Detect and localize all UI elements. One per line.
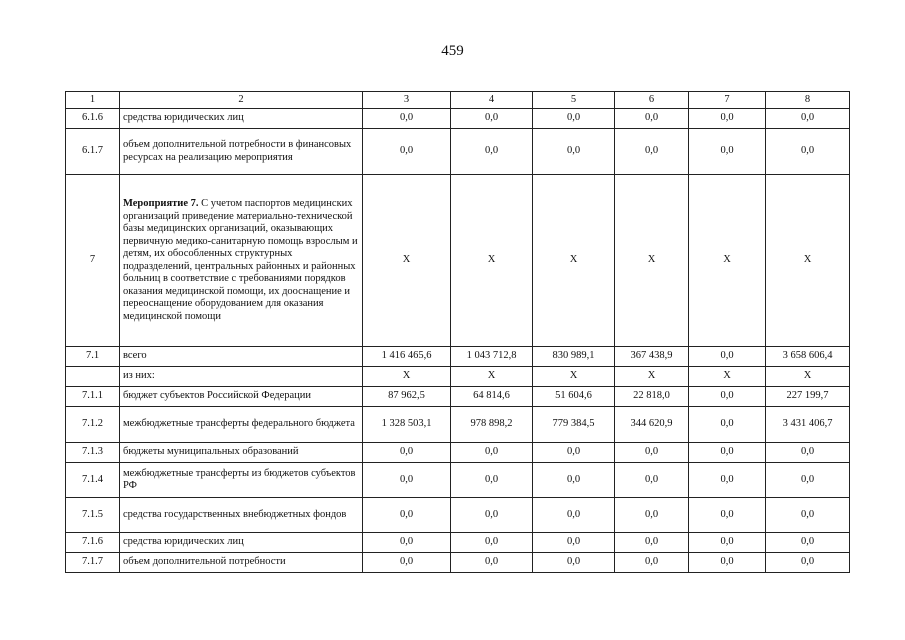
value-cell: 0,0 bbox=[689, 463, 766, 498]
value-cell: 0,0 bbox=[363, 498, 451, 533]
header-cell: 6 bbox=[615, 92, 689, 109]
value-cell: 0,0 bbox=[689, 533, 766, 553]
value-cell: 3 658 606,4 bbox=[766, 347, 850, 367]
row-code: 7.1.5 bbox=[66, 498, 120, 533]
value-cell: 0,0 bbox=[451, 533, 533, 553]
value-cell: 779 384,5 bbox=[533, 407, 615, 443]
value-cell: 0,0 bbox=[766, 109, 850, 129]
value-cell: 0,0 bbox=[533, 553, 615, 573]
budget-table bbox=[65, 91, 850, 573]
table-row bbox=[66, 407, 850, 443]
row-code: 7.1.2 bbox=[66, 407, 120, 443]
value-cell: 51 604,6 bbox=[533, 387, 615, 407]
value-cell: 0,0 bbox=[615, 109, 689, 129]
table-row bbox=[66, 463, 850, 498]
header-cell: 7 bbox=[689, 92, 766, 109]
header-cell: 1 bbox=[66, 92, 120, 109]
value-cell: 0,0 bbox=[689, 347, 766, 367]
value-cell: 367 438,9 bbox=[615, 347, 689, 367]
measure-title: Мероприятие 7. bbox=[123, 198, 199, 209]
table-row bbox=[66, 498, 850, 533]
value-cell: 0,0 bbox=[451, 553, 533, 573]
row-code: 7.1 bbox=[66, 347, 120, 367]
header-cell: 2 bbox=[120, 92, 363, 109]
value-cell: X bbox=[451, 175, 533, 347]
value-cell: 1 328 503,1 bbox=[363, 407, 451, 443]
value-cell: X bbox=[533, 367, 615, 387]
value-cell: 0,0 bbox=[689, 443, 766, 463]
value-cell: 0,0 bbox=[451, 129, 533, 175]
value-cell: 3 431 406,7 bbox=[766, 407, 850, 443]
value-cell: 0,0 bbox=[533, 498, 615, 533]
row-label: средства юридических лиц bbox=[120, 109, 363, 129]
value-cell: 0,0 bbox=[363, 553, 451, 573]
value-cell: 0,0 bbox=[615, 129, 689, 175]
header-cell: 5 bbox=[533, 92, 615, 109]
value-cell: 227 199,7 bbox=[766, 387, 850, 407]
row-label bbox=[120, 175, 363, 347]
row-code: 6.1.7 bbox=[66, 129, 120, 175]
value-cell: 0,0 bbox=[451, 443, 533, 463]
value-cell: 0,0 bbox=[533, 109, 615, 129]
value-cell: 0,0 bbox=[533, 533, 615, 553]
row-label: объем дополнительной потребности в финансовых ресурсах на реализацию мероприятия bbox=[120, 129, 363, 175]
value-cell: 978 898,2 bbox=[451, 407, 533, 443]
value-cell: 0,0 bbox=[689, 387, 766, 407]
value-cell: 0,0 bbox=[615, 553, 689, 573]
value-cell: 344 620,9 bbox=[615, 407, 689, 443]
row-code: 7.1.4 bbox=[66, 463, 120, 498]
value-cell: X bbox=[533, 175, 615, 347]
value-cell: X bbox=[689, 367, 766, 387]
value-cell: 1 043 712,8 bbox=[451, 347, 533, 367]
value-cell: 0,0 bbox=[766, 443, 850, 463]
value-cell: 0,0 bbox=[363, 463, 451, 498]
value-cell: 0,0 bbox=[451, 463, 533, 498]
value-cell: 0,0 bbox=[363, 533, 451, 553]
row-code: 7.1.6 bbox=[66, 533, 120, 553]
table-row bbox=[66, 175, 850, 347]
value-cell: 0,0 bbox=[451, 498, 533, 533]
value-cell: 22 818,0 bbox=[615, 387, 689, 407]
value-cell: 0,0 bbox=[689, 553, 766, 573]
value-cell: X bbox=[363, 367, 451, 387]
value-cell: 0,0 bbox=[766, 129, 850, 175]
value-cell: 0,0 bbox=[615, 533, 689, 553]
header-cell: 4 bbox=[451, 92, 533, 109]
row-label: объем дополнительной потребности bbox=[120, 553, 363, 573]
value-cell: 0,0 bbox=[689, 498, 766, 533]
value-cell: X bbox=[615, 367, 689, 387]
value-cell: 0,0 bbox=[533, 443, 615, 463]
row-label: межбюджетные трансферты федерального бюджета bbox=[120, 407, 363, 443]
page-number: 459 bbox=[441, 43, 464, 59]
value-cell: X bbox=[451, 367, 533, 387]
row-code: 7.1.3 bbox=[66, 443, 120, 463]
value-cell: X bbox=[363, 175, 451, 347]
value-cell: X bbox=[689, 175, 766, 347]
value-cell: 0,0 bbox=[615, 443, 689, 463]
value-cell: 0,0 bbox=[766, 533, 850, 553]
value-cell: 0,0 bbox=[363, 109, 451, 129]
row-label: средства государственных внебюджетных фондов bbox=[120, 498, 363, 533]
row-label: из них: bbox=[120, 367, 363, 387]
row-label: межбюджетные трансферты из бюджетов субъектов РФ bbox=[120, 463, 363, 498]
value-cell: 0,0 bbox=[689, 129, 766, 175]
value-cell: 0,0 bbox=[451, 109, 533, 129]
table-row bbox=[66, 387, 850, 407]
row-code: 6.1.6 bbox=[66, 109, 120, 129]
row-label: бюджет субъектов Российской Федерации bbox=[120, 387, 363, 407]
row-label: всего bbox=[120, 347, 363, 367]
table-row bbox=[66, 347, 850, 367]
value-cell: 0,0 bbox=[363, 129, 451, 175]
value-cell: 1 416 465,6 bbox=[363, 347, 451, 367]
value-cell: 0,0 bbox=[766, 463, 850, 498]
value-cell: X bbox=[766, 367, 850, 387]
row-label: бюджеты муниципальных образований bbox=[120, 443, 363, 463]
row-label: средства юридических лиц bbox=[120, 533, 363, 553]
value-cell: 0,0 bbox=[533, 463, 615, 498]
table-row bbox=[66, 367, 850, 387]
table-row bbox=[66, 553, 850, 573]
row-code: 7 bbox=[66, 175, 120, 347]
value-cell: 0,0 bbox=[615, 463, 689, 498]
measure-text: С учетом паспортов медицинских организаций приведение материально-технической базы медицинских организаций, оказывающих первичную медико-санитарную помощь взрослым и детям, их обособленных структурных подразделений, центральных районных и районных больниц в соответствие с требованиями порядков оказания медицинской помощи, их дооснащение и переоснащение оборудованием для оказания медицинской помощи bbox=[123, 198, 358, 322]
value-cell: 0,0 bbox=[363, 443, 451, 463]
value-cell: 87 962,5 bbox=[363, 387, 451, 407]
table-row bbox=[66, 129, 850, 175]
value-cell: 0,0 bbox=[615, 498, 689, 533]
header-cell: 3 bbox=[363, 92, 451, 109]
table-row bbox=[66, 533, 850, 553]
value-cell: 0,0 bbox=[689, 407, 766, 443]
value-cell: X bbox=[615, 175, 689, 347]
value-cell: 0,0 bbox=[689, 109, 766, 129]
value-cell: 0,0 bbox=[766, 553, 850, 573]
value-cell: 0,0 bbox=[766, 498, 850, 533]
row-code: 7.1.7 bbox=[66, 553, 120, 573]
value-cell: 830 989,1 bbox=[533, 347, 615, 367]
table-row bbox=[66, 443, 850, 463]
table-row bbox=[66, 109, 850, 129]
header-row bbox=[66, 92, 850, 109]
header-cell: 8 bbox=[766, 92, 850, 109]
row-code bbox=[66, 367, 120, 387]
value-cell: 0,0 bbox=[533, 129, 615, 175]
row-code: 7.1.1 bbox=[66, 387, 120, 407]
value-cell: X bbox=[766, 175, 850, 347]
value-cell: 64 814,6 bbox=[451, 387, 533, 407]
